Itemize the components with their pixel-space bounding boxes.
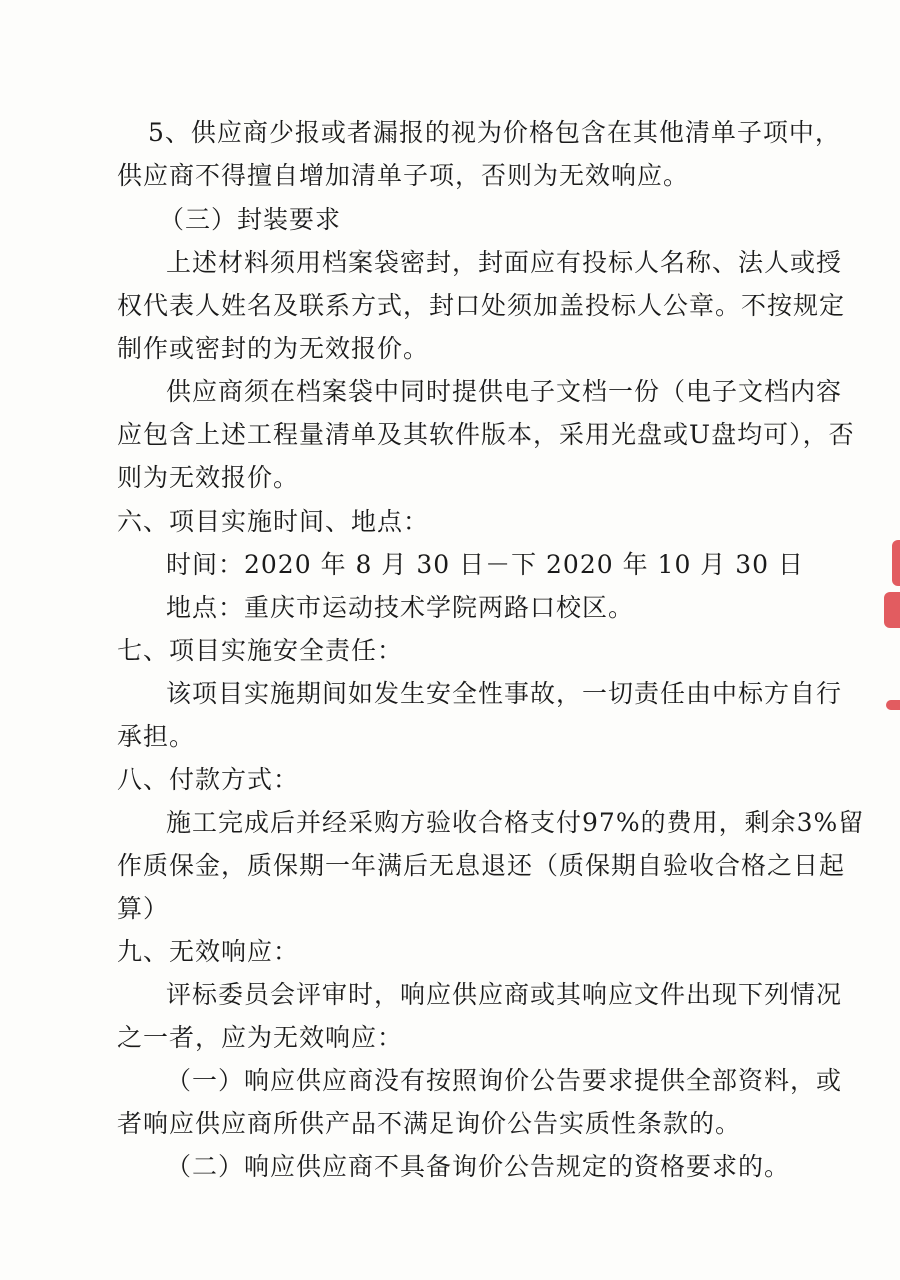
text-line: 之一者，应为无效响应： <box>117 1023 404 1052</box>
text-line: 者响应供应商所供产品不满足询价公告实质性条款的。 <box>117 1109 742 1138</box>
text-line: 应包含上述工程量清单及其软件版本，采用光盘或U盘均可），否 <box>117 420 855 449</box>
text-line: 5、供应商少报或者漏报的视为价格包含在其他清单子项中， <box>148 118 841 147</box>
text-line: 时间：2020 年 8 月 30 日－下 2020 年 10 月 30 日 <box>166 550 805 579</box>
seal-stamp-edge <box>892 540 900 586</box>
text-line: （一）响应供应商没有按照询价公告要求提供全部资料，或 <box>166 1066 843 1095</box>
section-heading: 九、无效响应： <box>117 937 300 966</box>
seal-stamp-edge <box>886 700 900 710</box>
text-line: 上述材料须用档案袋密封，封面应有投标人名称、法人或授 <box>166 248 843 277</box>
seal-stamp-edge <box>884 592 900 628</box>
section-heading: 六、项目实施时间、地点： <box>117 507 430 536</box>
section-heading: 八、付款方式： <box>117 765 300 794</box>
text-line: 供应商须在档案袋中同时提供电子文档一份（电子文档内容 <box>166 377 843 406</box>
text-line: 施工完成后并经采购方验收合格支付97%的费用，剩余3%留 <box>166 808 865 837</box>
text-line: 承担。 <box>117 722 196 751</box>
text-line: 算） <box>117 894 170 923</box>
section-heading: 七、项目实施安全责任： <box>117 636 404 665</box>
text-line: 地点：重庆市运动技术学院两路口校区。 <box>166 593 635 622</box>
section-heading: （三）封装要求 <box>159 205 342 234</box>
text-line: 该项目实施期间如发生安全性事故，一切责任由中标方自行 <box>166 679 843 708</box>
text-line: 评标委员会评审时，响应供应商或其响应文件出现下列情况 <box>166 980 843 1009</box>
text-line: 供应商不得擅自增加清单子项，否则为无效响应。 <box>117 161 690 190</box>
text-line: 作质保金，质保期一年满后无息退还（质保期自验收合格之日起 <box>117 851 846 880</box>
text-line: 权代表人姓名及联系方式，封口处须加盖投标人公章。不按规定 <box>117 291 846 320</box>
text-line: 制作或密封的为无效报价。 <box>117 334 430 363</box>
text-line: 则为无效报价。 <box>117 463 300 492</box>
text-line: （二）响应供应商不具备询价公告规定的资格要求的。 <box>166 1152 791 1181</box>
